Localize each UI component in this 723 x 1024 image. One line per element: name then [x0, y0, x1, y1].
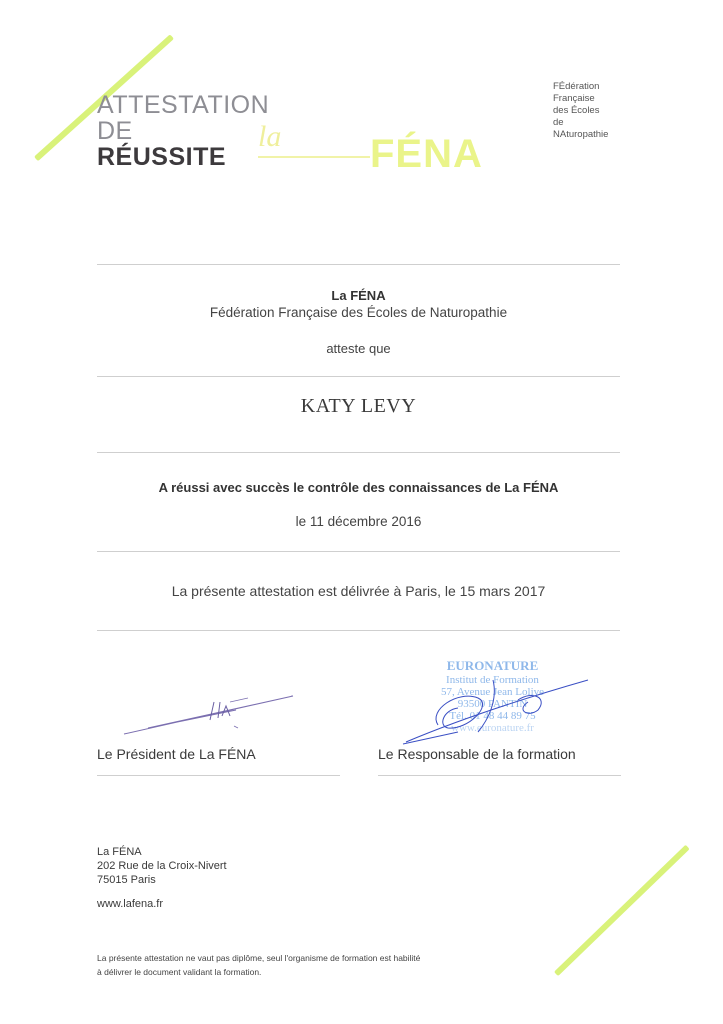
footer-address: [97, 845, 227, 887]
address-line: 202 Rue de la Croix-Nivert: [97, 860, 227, 872]
divider: [97, 376, 620, 377]
document-title: [97, 92, 269, 170]
stamp-line: 93500 PANTIN: [457, 698, 528, 710]
president-signature-line: [97, 775, 340, 776]
side-org-line: Française: [553, 93, 595, 104]
president-label: Le Président de La FÉNA: [97, 746, 256, 762]
org-short: La FÉNA: [331, 288, 386, 303]
stamp-line: Institut de Formation: [446, 674, 539, 686]
logo-script-la: la: [258, 120, 282, 153]
issued-text: La présente attestation est délivrée à Paris, le 15 mars 2017: [171, 583, 546, 599]
recipient-name: KATY LEVY: [300, 395, 417, 417]
disclaimer-line: à délivrer le document validant la formation.: [97, 967, 262, 977]
decorative-stripe-bottom: [554, 845, 690, 976]
divider: [97, 452, 620, 453]
logo-rule: [258, 156, 370, 158]
responsible-signature: [398, 670, 598, 750]
website-link[interactable]: www.lafena.fr: [97, 898, 164, 910]
logo-fena: FÉNA: [370, 132, 483, 176]
title-line-3: RÉUSSITE: [97, 143, 227, 171]
responsible-signature-line: [378, 775, 621, 776]
divider: [97, 630, 620, 631]
responsible-label: Le Responsable de la formation: [378, 746, 576, 762]
title-line-2: DE: [97, 117, 133, 145]
stamp-line: EURONATURE: [446, 658, 539, 673]
disclaimer-line: La présente attestation ne vaut pas diplôme, seul l'organisme de formation est habilité: [97, 953, 421, 963]
side-org-line: de: [553, 117, 564, 128]
org-full: Fédération Française des Écoles de Naturopathie: [209, 305, 508, 320]
achievement-text: A réussi avec succès le contrôle des connaissances de La FÉNA: [158, 480, 559, 495]
side-org-line: des Écoles: [553, 105, 600, 116]
side-org-line: NAturopathie: [553, 129, 609, 140]
address-line: 75015 Paris: [97, 874, 156, 886]
divider: [97, 264, 620, 265]
divider: [97, 551, 620, 552]
fena-logo: [256, 120, 496, 180]
stamp-line: www.euronature.fr: [451, 722, 534, 734]
side-org-name: [553, 81, 608, 141]
attests-text: atteste que: [326, 341, 391, 356]
president-signature: [118, 680, 308, 740]
disclaimer: [97, 951, 420, 979]
stamp-line: 57, Avenue Jean Lolive: [440, 686, 545, 698]
stamp-line: Tél. 01 48 44 89 75: [449, 710, 536, 722]
exam-date: le 11 décembre 2016: [295, 514, 422, 529]
address-line: La FÉNA: [97, 846, 142, 858]
side-org-line: FÉdération: [553, 81, 600, 92]
title-line-1: ATTESTATION: [97, 91, 270, 119]
